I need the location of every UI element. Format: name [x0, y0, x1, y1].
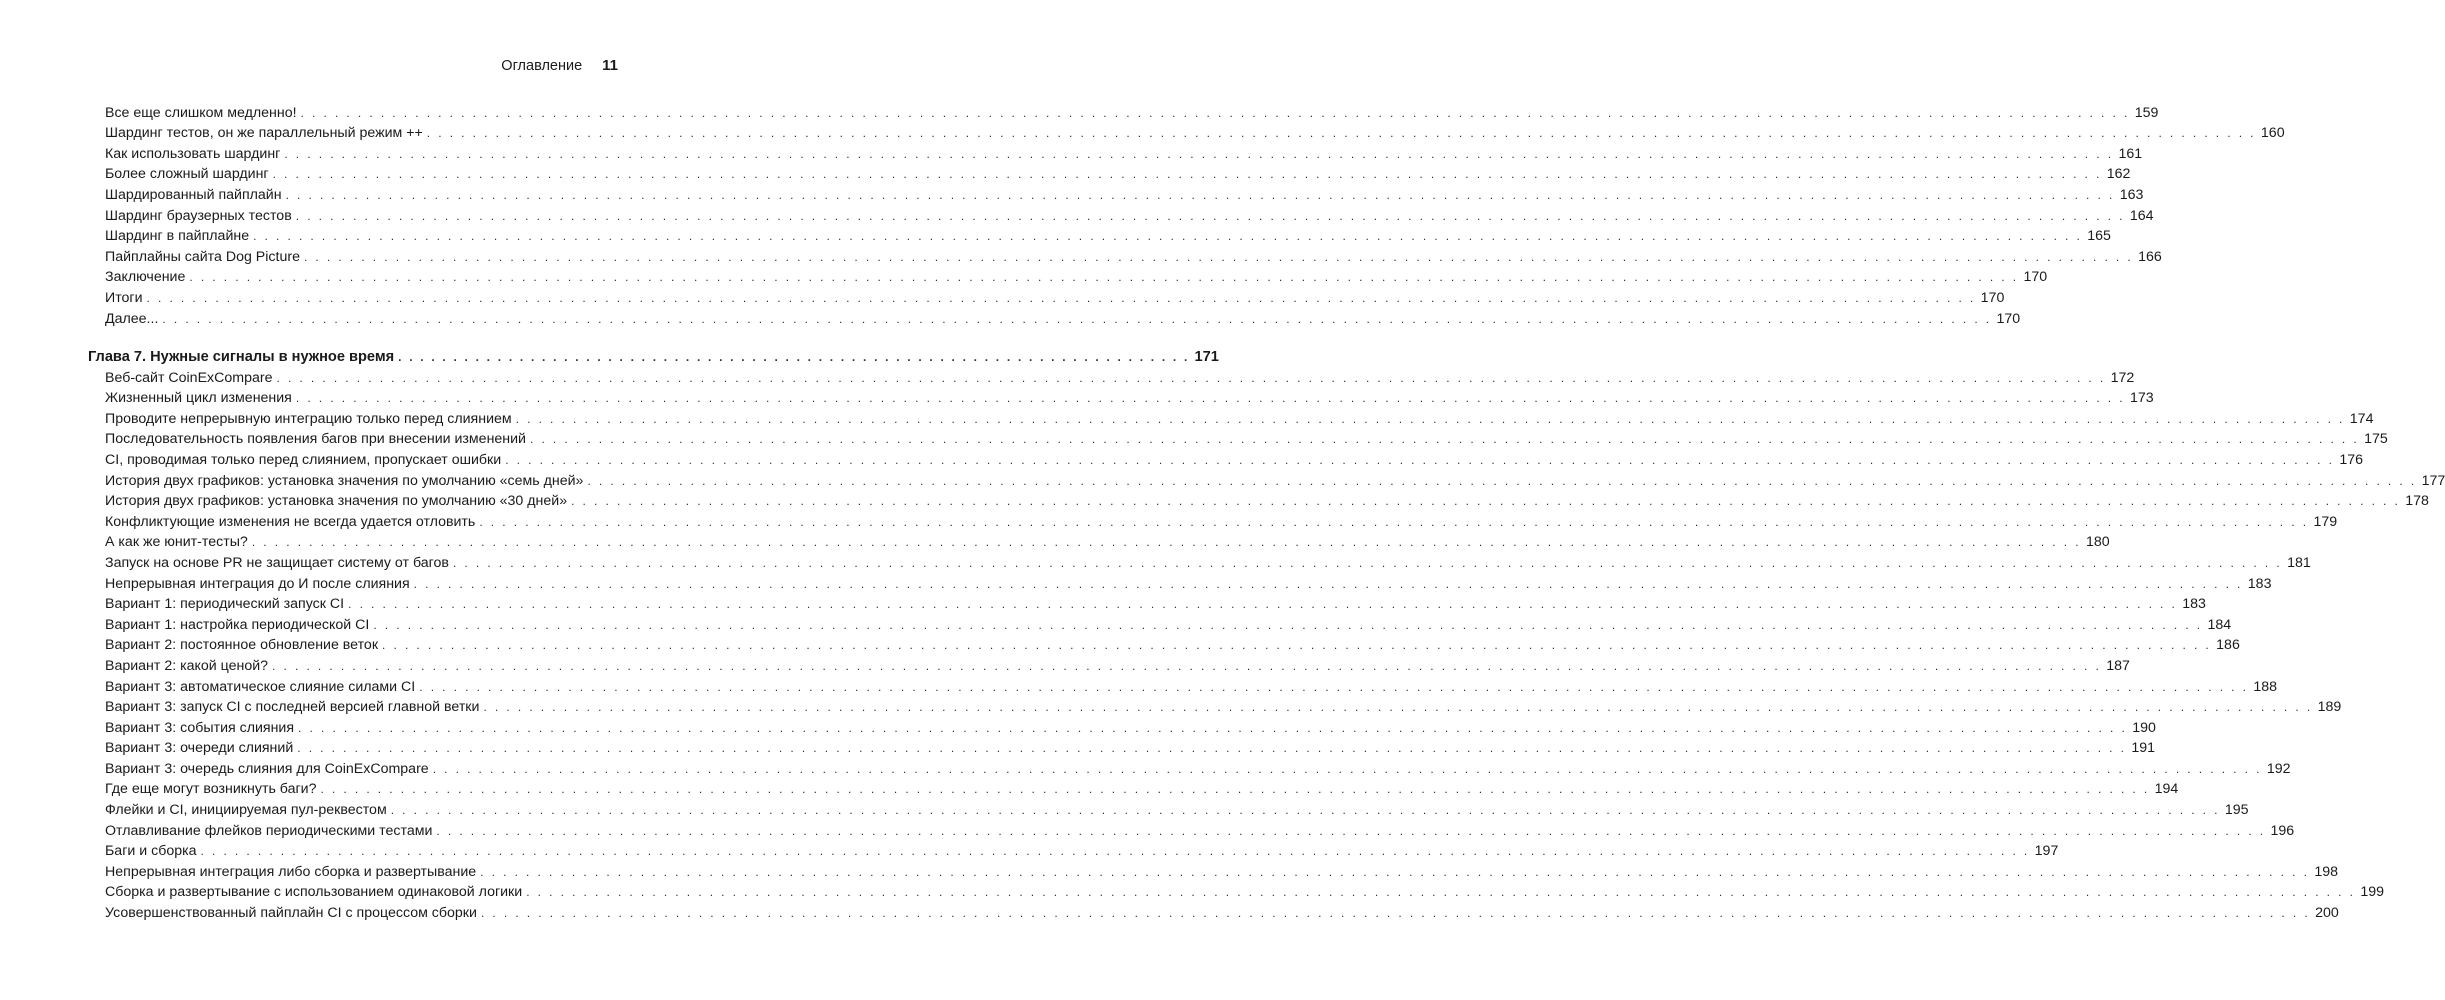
dot-leader: . . . . . . . . . . . . . . . . . . . . . . . . . . . . . . . . . . . . . . . . . . . . . . . . . . . . . . . . . . . . . . . . . . . . . . . . . . . . . . . . . . . . . . . . . . . . . . . . . . . . . . . . . . . . . . . . . . . . . . . . . . . . . . . . . . . . . . . . . . . . . . . . . . . . . . . . . . . . . . . .	[413, 576, 2243, 591]
toc-entry-title: Баги и сборка	[105, 843, 197, 860]
dot-leader: . . . . . . . . . . . . . . . . . . . . . . . . . . . . . . . . . . . . . . . . . . . . . . . . . . . . . . . . . . . . . . . . . . . . . . . . . . . . . . . . . . . . . . . . . . . . . . . . . . . . . . . . . . . . . . . . . . . . . . . . . . . . . . . . . . . . . . . . . . . . . . . . . . . . . . . . . . . . . . . .	[373, 617, 2203, 632]
toc-entry[interactable]	[88, 285, 2005, 306]
toc-entry-title: Шардинг тестов, он же параллельный режим ++	[105, 125, 423, 142]
toc-entry-page: 199	[2360, 884, 2385, 901]
toc-entry-page: 198	[2314, 863, 2338, 880]
dot-leader: . . . . . . . . . . . . . . . . . . . . . . . . . . . . . . . . . . . . . . . . . . . . . . . . . . . . . . . . . . . . . . . . . . . . . . . . . . . . . . . . . . . . . . . . . . . . . . . . . . . . . . . . . . . . . . . . . . . . . . . . . . . . . . . . . . . . . . . . . . . . . . . . . . . . . . . . . . . . . . . .	[436, 823, 2266, 838]
toc-entry-title: Вариант 3: запуск CI с последней версией главной ветки	[105, 699, 480, 716]
toc-entry-page: 178	[2405, 493, 2429, 510]
toc-entry[interactable]	[88, 571, 2272, 592]
toc-entry-page: 170	[1980, 289, 2005, 306]
toc-entry-page: 170	[2023, 269, 2048, 286]
toc-entry-page: 183	[2247, 575, 2272, 592]
toc-entry-title: Флейки и CI, инициируемая пул-реквестом	[105, 802, 387, 819]
toc-entry[interactable]	[88, 530, 2110, 551]
dot-leader: . . . . . . . . . . . . . . . . . . . . . . . . . . . . . . . . . . . . . . . . . . . . . . . . . . . . . . . . . . . . . . . . . . . . . . . . . . . . . . . . . . . . . . . . . . . . . . . . . . . . . . . . . . . . . . . . . . . . . . . . . . . . . . . . . . . . . . . . . . . . . . . . . . . . . . . . . . . . . . . .	[382, 638, 2212, 653]
toc-entry-title: Вариант 3: очередь слияния для CoinExCompare	[105, 760, 429, 777]
dot-leader: . . . . . . . . . . . . . . . . . . . . . . . . . . . . . . . . . . . . . . . . . . . . . . . . . . . . . . . . . . . . . . . . . . . . . . . . . . . . . . . . . . . . . . . . . . . . . . . . . . . . . . . . . . . . . . . . . . . . . . . . . . . . . . . . . . . . . . . . . . . . . . . . . . . . . . . . . . . . . . . .	[480, 864, 2310, 879]
dot-leader: . . . . . . . . . . . . . . . . . . . . . . . . . . . . . . . . . . . . . . . . . . . . . . . . . . . . . . . . . . . . . . . . . . . . . . . . . . . . . . . . . . . . . . . . . . . . . . . . . . . . . . . . . . . . . . . . . . . . . . . . . . . . . . . . . . . . . . . . . . . . . . . . . . . . . . . . . . . . . . . .	[276, 370, 2106, 385]
toc-entry-title: Все еще слишком медленно!	[105, 104, 297, 121]
toc-entry[interactable]	[88, 224, 2111, 245]
dot-leader: . . . . . . . . . . . . . . . . . . . . . . . . . . . . . . . . . . . . . . . . . . . . . . . . . . . . . . . . . . . . . . . . . . . . . . . . . . . . . . . . . . . . . . . . . . . . . . . . . . . . . . . . . . . . . . . . . . . . . . . . . . . . . . . . . . . . . . . . . . . . . . . . . . . . . . . . . . . . . . . .	[253, 229, 2083, 244]
toc-entry-title: Веб-сайт CoinExCompare	[105, 369, 273, 386]
toc-entry[interactable]	[88, 818, 2295, 839]
toc-entry-title: История двух графиков: установка значения по умолчанию «семь дней»	[105, 472, 584, 489]
toc-entry-title: Пайплайны сайта Dog Picture	[105, 248, 300, 265]
dot-leader: . . . . . . . . . . . . . . . . . . . . . . . . . . . . . . . . . . . . . . . . . . . . . . . . . . . . . . . . . . . . . . . . . . . . . . . . . . . . . . . . . . . . . . . . . . . . . . . . . . . . . . . . . . . . . . . . . . . . . . . . . . . . . . . . . . . . . . . . . . . . . . . . . . . . . . . . . . . . . . . .	[515, 411, 2345, 426]
toc-entry-page: 186	[2216, 637, 2240, 654]
toc-entry-page: 163	[2119, 186, 2144, 203]
toc-entry-title: Вариант 3: очереди слияний	[105, 740, 294, 757]
dot-leader: . . . . . . . . . . . . . . . . . . . . . . . . . . . . . . . . . . . . . . . . . . . . . . . . . . . . . . . . . . . . . . . . . . . . . . . . . . . . . . . . . . . . . . . . . . . . . . . . . . . . . . . . . . . . . . . . . . . . . . . . . . . . . . . . . . . . . . . . . . . . . . . . . . . . . . . . . . . . . . . .	[162, 311, 1992, 326]
toc-entry[interactable]	[88, 427, 2388, 448]
toc-entry-page: 173	[2130, 390, 2154, 407]
toc-entry-page: 189	[2317, 699, 2342, 716]
toc-entry-page: 181	[2287, 554, 2311, 571]
dot-leader: . . . . . . . . . . . . . . . . . . . . . . . . . . . . . . . . . . . . . . . . . . . . . . . . . . . . . . . . . . . . . . . . . . . . . . . . . . . . . . . . . . . . . . . . . . . . . . . . . . . . . . . . . . . . . . . . . . . . . . . . . . . . . . . . . . . . . . . . . . . . . . . . . . . . . . . . . . . . . . . .	[272, 658, 2102, 673]
toc-entry[interactable]	[88, 797, 2249, 819]
toc-entry-title: Вариант 1: настройка периодической CI	[105, 616, 370, 633]
toc-entry[interactable]	[88, 468, 2445, 489]
toc-entry-page: 190	[2132, 719, 2156, 736]
toc-entry-title: А как же юнит-тесты?	[105, 534, 248, 551]
running-head	[501, 57, 618, 79]
dot-leader: . . . . . . . . . . . . . . . . . . . . . . . . . . . . . . . . . . . . . . . . . . . . . . . . . . . . . . . . . . . . . . . . . . . . . . . . . . . . . . . . . . . . . . . . . . . . . . . . . . . . . . . . . . . . . . . . . . . . . . . . . . . . . . . . . . . . . . . . . . . . . . . . . . . . . . . . . . . . . . . .	[295, 208, 2125, 223]
toc-entry[interactable]	[88, 612, 2232, 633]
toc-entry[interactable]	[88, 121, 2285, 142]
toc-entry[interactable]	[88, 386, 2154, 407]
toc-entry-title: Вариант 2: какой ценой?	[105, 657, 269, 674]
toc-entry-title: Проводите непрерывную интеграцию только перед слиянием	[105, 410, 512, 427]
page-number: 11	[602, 57, 618, 74]
toc-entry[interactable]	[88, 756, 2291, 777]
toc-entry[interactable]	[88, 244, 2162, 265]
toc-entry[interactable]	[88, 715, 2156, 736]
toc-entry-page: 165	[2087, 228, 2111, 245]
dot-leader: . . . . . . . . . . . . . . . . . . . . . . . . . . . . . . . . . . . . . . . . . . . . . . . . . . . . . . . . . . . . . . . . . . . . . . . . . . . . . . . . . . . . . . . . . . . . . . . . . . . . . . . . . . . . . . . . . . . . . . . . . . . . . . . . . . . . . . . . . . . . . . . . . . . . . . . . . . . . . . . .	[295, 391, 2126, 406]
dot-leader: . . . . . . . . . . . . . . . . . . . . . . . . . . . . . . . . . . . . . . . . . . . . . . . . . . . . . . . . . . . . . . . . . . . . . . . . . . . . . . . . . . . . . . . . . . . . . . . . . . . . . . . . . . . . . . . . . . . . . . . . . . . . . . . . . . . . . . . . . . . . . . . . . . . . . . . . . . . . . . . .	[390, 803, 2220, 818]
toc-entry-page: 191	[2131, 740, 2156, 757]
dot-leader: . . . . . . . . . . . . . . . . . . . . . . . . . . . . . . . . . . . . . . . . . . . . . . . . . . . . . . . . . . . . . . . . . . . . . . . . . . . . . . . . . . . . . . . . . . . . . . . . . . . . . . . . . . . . . . . . . . . . . . . . . . . . . . . . . . . . . . . . . . . . . . . . . . . . . . . . . . . . . . . .	[505, 452, 2335, 467]
toc-entry-page: 175	[2364, 431, 2388, 448]
toc-entry-page: 192	[2266, 760, 2291, 777]
toc-entry-page: 180	[2085, 534, 2110, 551]
dot-leader: . . . . . . . . . . . . . . . . . . . . . . . . . . . . . . . . . . . . . . . . . . . . . . . . . . . . . . . . . . . . . . . . . . . . . . . . . . . . . . . . . . . . . . . . . . . . . . . . . . . . . . . . . . . . . . . . . . . . . . . . . . . . . . . . . . . . . . . . . . . . . . . . . . . . . . . . . . . . . . . .	[251, 535, 2081, 550]
toc-continued-list	[88, 100, 2285, 327]
toc-entry[interactable]	[88, 839, 2059, 860]
toc-entry-title: Запуск на основе PR не защищает систему от багов	[105, 554, 449, 571]
toc-entry-page: 177	[2421, 472, 2445, 489]
toc-entry[interactable]	[88, 859, 2338, 880]
toc-entry-title: Вариант 2: постоянное обновление веток	[105, 637, 379, 654]
dot-leader: . . . . . . . . . . . . . . . . . . . . . . . . . . . . . . . . . . . . . . . . . . . . . . . . . . . . . . . . . . . . . . . . . . . . . . . . . . . . . . . . . . . . . . . . . . . . . . . . . . . . . . . . . . . . . . . . . . . . . . . . . . . . . . . . . . . . . . . . . . . . . . . . . . . . . . . . . . . . . . . .	[419, 679, 2249, 694]
dot-leader: . . . . . . . . . . . . . . . . . . . . . . . . . . . . . . . . . . . . . . . . . . . . . . . . . . . . . . . . . . . . . . . . . . . . . . . . . . . . . . . . . . . . . . . . . . . . . . . . . . . . . . . . . . . . . . . . . . . . . . . . . . . . . . . . . . . . . . . . . . . . . . . . . . . . . . . . . . . . . . . .	[526, 885, 2356, 900]
toc-entry-page: 162	[2106, 166, 2131, 183]
toc-entry-title: Более сложный шардинг	[105, 166, 269, 183]
toc-entry-title: Непрерывная интеграция до И после слияния	[105, 575, 410, 592]
dot-leader: . . . . . . . . . . . . . . . . . . . . . . . . . . . . . . . . . . . . . . . . . . . . . . . . . . . . . . . . . . . . . . . . . . . . . . . . . . . . . . . . . . . . . . . . . . . . . . . . . . . . . . . . . . . . . . . . . . . . . . . . . . . . . . . . . . . . . . . . . . . . . . . . . . . . . . . . . . . . . . . .	[303, 249, 2134, 264]
section-title: Оглавление	[501, 58, 583, 74]
chapter-7-entries-list	[88, 365, 2445, 922]
dot-leader: . . . . . . . . . . . . . . . . . . . . . . . . . . . . . . . . . . . . . . . . . . . . . . . . . . . . . . . . . . . . . . . . . . . . . . . . . . . . . . . . . . . . . . . . . . . . . . . . . . . . . . . . . . . . . . . . . . . . . . . . . . . . . . . . . . . . . . . . . . . . . . . . . . . . . . . . . . . . . . . .	[146, 290, 1976, 305]
toc-entry-title: Сборка и развертывание с использованием одинаковой логики	[105, 884, 523, 901]
toc-entry[interactable]	[88, 653, 2130, 674]
toc-entry[interactable]	[88, 489, 2429, 510]
toc-entry-title: Отлавливание флейков периодическими тестами	[105, 822, 433, 839]
toc-entry[interactable]	[88, 182, 2144, 203]
toc-entry-page: 174	[2349, 410, 2374, 427]
toc-entry-page: 194	[2154, 781, 2179, 798]
toc-entry-title: Вариант 3: автоматическое слияние силами CI	[105, 678, 416, 695]
toc-entry-page: 172	[2110, 369, 2135, 386]
dot-leader: . . . . . . . . . . . . . . . . . . . . . . . . . . . . . . . . . . . . . . . . . . . . . . . . . . . . . . . . . . . . . . . . . . . . . . . . . . . . . . . . . . . . . . . . . . . . . . . . . . . . . . . . . . . . . . . . . . . . . . . . . . . . . . . . . . . . . . . . . . . . . . . . . . . . . . . . . . . . . . . .	[452, 555, 2283, 570]
toc-entry[interactable]	[88, 447, 2363, 468]
dot-leader: . . . . . . . . . . . . . . . . . . . . . . . . . . . . . . . . . . . . . . . . . . . . . . . . . . . . . . . . . . . . . . . . . . . . . . . . . . . . . . . . . . . . . . . . . . . . . . . . . . . . . . . . . . . . . . . . . . . . . . . . . . . . . . . . . . . . . . . . . . . . . . . . . . . . . . . . . . . . . . . .	[200, 844, 2030, 859]
toc-entry-page: 183	[2182, 596, 2206, 613]
dot-leader: . . . . . . . . . . . . . . . . . . . . . . . . . . . . . . . . . . . . . . . . . . . . . . . . . . . . . . . . . . . . . . . . . . . . . . . . . . . . . . . . . . . . . . . . . . . . . . . . . . . . . . . . . . . . . . . . . . . . . . . . . . . . . . . . . . . . . . . . . . . . . . . . . . . . . . . . . . . . . . . .	[426, 126, 2256, 141]
toc-entry-title: Далее...	[105, 310, 159, 327]
dot-leader: . . . . . . . . . . . . . . . . . . . . . . . . . . . . . . . . . . . . . . . . . . . . . . . . . . . . . . . . . . . . . . . . . . . . . . . . . . . . . . . . . . . . . . . . . . . . . . . . . . . . . . . . . . . . . . . . . . . . . . . . . . . . . . . . . . . . . . . . . . . . . . . . . . . . . . . . . . . . . . . .	[483, 700, 2313, 715]
dot-leader: . . . . . . . . . . . . . . . . . . . . . . . . . . . . . . . . . . . . . . . . . . . . . . . . . . . . . . . . . . . . . . . . . . . . . . . . . . . . . . . . . . . . . . . . . . . . . . . . . . . . . . . . . . . . . . . . . . . . . . . . . . . . . . . . . . . . . . . . . . . . . . . . . . . . . . . . . . . . . . . .	[320, 782, 2150, 797]
toc-entry-page: 170	[1996, 310, 2021, 327]
toc-entry-title: Где еще могут возникнуть баги?	[105, 781, 317, 798]
toc-entry-title: Вариант 3: события слияния	[105, 719, 295, 736]
toc-entry-title: Шардированный пайплайн	[105, 186, 282, 203]
toc-entry-page: 179	[2313, 513, 2338, 530]
toc-entry-page: 176	[2339, 451, 2363, 468]
toc-entry-title: Усовершенствованный пайплайн CI с процессом сборки	[105, 905, 477, 922]
toc-entry-title: Жизненный цикл изменения	[105, 390, 292, 407]
dot-leader: . . . . . . . . . . . . . . . . . . . . . . . . . . . . . . . . . . . . . . . . . . . . . . . . . . . . . . . . . . . . . . . . . . . . . . . . . . . . . . . . . . . . . . . . . . . . . . . . . . . . . . . . . . . . . . . . . . . . . . . . . . . . . . . . . . . . . . . . . . . . . . . . . . . . . . . . . . . . . . . .	[479, 514, 2309, 529]
toc-entry[interactable]	[88, 100, 2159, 121]
chapter-heading[interactable]	[88, 343, 1219, 365]
dot-leader: . . . . . . . . . . . . . . . . . . . . . . . . . . . . . . . . . . . . . . . . . . . . . . . . . . . . . . . . . . . . . . . . . . . . . . . . . . . . . . . . . . . . . . . . . . . . . . . . . . . . . . . . . . . . . . . . . . . . . . . . . . . . . . . . . . . . . . . . . . . . . . . . . . . . . . . . . . . . . . . .	[432, 761, 2262, 776]
toc-entry[interactable]	[88, 306, 2021, 327]
dot-leader: . . . . . . . . . . . . . . . . . . . . . . . . . . . . . . . . . . . . . . . . . . . . . . . . . . . . . . . . . . . . . . . . . . . . . . . . . . . . . . . . . . . . . . . . . . . . . . . . . . . . . . . . . . . . . . . . . . . . . . . . . . . . . . . . . . . . . . . . . . . . . . . . . . . . . . . . . . . . . . . .	[189, 270, 2019, 285]
toc-entry[interactable]	[88, 550, 2311, 571]
chapter-page-number: 171	[1194, 349, 1219, 365]
toc-entry-page: 196	[2270, 822, 2295, 839]
dot-leader: . . . . . . . . . . . . . . . . . . . . . . . . . . . . . . . . . . . . . . . . . . . . . . . . . . . . . . . . . . . . . . . . . . . . . . . . . . . . . . . . . . . . . . . . . . . . . . . . . . . . . . . . . . . . . . . . . . . . . . . . . . . . . . . . . . . . . . . . . . . . . . . . . . . . . . . . . . . . . . . .	[587, 473, 2417, 488]
chapter-7-heading-row	[88, 343, 1219, 365]
chapter-title: Глава 7. Нужные сигналы в нужное время	[88, 349, 395, 365]
toc-entry-page: 160	[2260, 125, 2285, 142]
toc-entry[interactable]	[88, 900, 2339, 922]
toc-entry-page: 159	[2134, 104, 2159, 121]
toc-entry-title: История двух графиков: установка значения по умолчанию «30 дней»	[105, 493, 568, 510]
toc-entry[interactable]	[88, 880, 2385, 901]
dot-leader: . . . . . . . . . . . . . . . . . . . . . . . . . . . . . . . . . . . . . . . . . . . . . . . . . . . . . . . . . . . . . . . . . . . . . . . . . . . . . . . . . . . . . . . . . . . . . . . . . . . . . . . . . . . . . . . . . . . . . . . . . . . . . . . . . . . . . . . . . . . . . . . . . . . . . . . . . . . . . . . .	[298, 720, 2128, 735]
toc-entry-title: Вариант 1: периодический запуск CI	[105, 596, 345, 613]
dot-leader: . . . . . . . . . . . . . . . . . . . . . . . . . . . . . . . . . . . . . . . . . . . . . . . . . . . . . . . . . . . . . . . . . . . . . . . . . . . . . . . . . . . . . . . . . . . . . . . . . . . . . . . . . . . . . . . . . . . . . . . . . . . . . . . . . . . . . . . . . . . . . . . . . . . . . . . . . . . . . . . .	[529, 432, 2360, 447]
toc-entry-title: Итоги	[105, 289, 143, 306]
toc-entry-page: 166	[2138, 248, 2162, 265]
dot-leader: . . . . . . . . . . . . . . . . . . . . . . . . . . . . . . . . . . . . . . . . . . . . . . . . . . . . . . . . . . . . . . . . . . . . . . . .	[398, 350, 1190, 364]
toc-entry-page: 164	[2129, 207, 2154, 224]
dot-leader: . . . . . . . . . . . . . . . . . . . . . . . . . . . . . . . . . . . . . . . . . . . . . . . . . . . . . . . . . . . . . . . . . . . . . . . . . . . . . . . . . . . . . . . . . . . . . . . . . . . . . . . . . . . . . . . . . . . . . . . . . . . . . . . . . . . . . . . . . . . . . . . . . . . . . . . . . . . . . . . .	[272, 167, 2102, 182]
toc-entry-page: 200	[2315, 905, 2339, 922]
toc-entry-page: 184	[2207, 616, 2232, 633]
toc-entry-title: Шардинг браузерных тестов	[105, 207, 292, 224]
dot-leader: . . . . . . . . . . . . . . . . . . . . . . . . . . . . . . . . . . . . . . . . . . . . . . . . . . . . . . . . . . . . . . . . . . . . . . . . . . . . . . . . . . . . . . . . . . . . . . . . . . . . . . . . . . . . . . . . . . . . . . . . . . . . . . . . . . . . . . . . . . . . . . . . . . . . . . . . . . . . . . . .	[284, 146, 2114, 161]
toc-entry[interactable]	[88, 736, 2156, 757]
toc-entry-title: Непрерывная интеграция либо сборка и развертывание	[105, 863, 477, 880]
toc-entry[interactable]	[88, 265, 2048, 286]
toc-entry[interactable]	[88, 777, 2179, 798]
toc-entry[interactable]	[88, 162, 2131, 183]
dot-leader: . . . . . . . . . . . . . . . . . . . . . . . . . . . . . . . . . . . . . . . . . . . . . . . . . . . . . . . . . . . . . . . . . . . . . . . . . . . . . . . . . . . . . . . . . . . . . . . . . . . . . . . . . . . . . . . . . . . . . . . . . . . . . . . . . . . . . . . . . . . . . . . . . . . . . . . . . . . . . . . .	[300, 105, 2130, 120]
dot-leader: . . . . . . . . . . . . . . . . . . . . . . . . . . . . . . . . . . . . . . . . . . . . . . . . . . . . . . . . . . . . . . . . . . . . . . . . . . . . . . . . . . . . . . . . . . . . . . . . . . . . . . . . . . . . . . . . . . . . . . . . . . . . . . . . . . . . . . . . . . . . . . . . . . . . . . . . . . . . . . . .	[480, 906, 2311, 921]
toc-entry[interactable]	[88, 674, 2278, 695]
dot-leader: . . . . . . . . . . . . . . . . . . . . . . . . . . . . . . . . . . . . . . . . . . . . . . . . . . . . . . . . . . . . . . . . . . . . . . . . . . . . . . . . . . . . . . . . . . . . . . . . . . . . . . . . . . . . . . . . . . . . . . . . . . . . . . . . . . . . . . . . . . . . . . . . . . . . . . . . . . . . . . . .	[297, 741, 2127, 756]
dot-leader: . . . . . . . . . . . . . . . . . . . . . . . . . . . . . . . . . . . . . . . . . . . . . . . . . . . . . . . . . . . . . . . . . . . . . . . . . . . . . . . . . . . . . . . . . . . . . . . . . . . . . . . . . . . . . . . . . . . . . . . . . . . . . . . . . . . . . . . . . . . . . . . . . . . . . . . . . . . . . . . .	[571, 494, 2401, 509]
toc-entry-page: 197	[2034, 843, 2059, 860]
toc-entry-title: Шардинг в пайплайне	[105, 228, 250, 245]
toc-entry-title: Как использовать шардинг	[105, 145, 281, 162]
toc-entry-title: Последовательность появления багов при внесении изменений	[105, 431, 526, 448]
toc-entry-page: 161	[2118, 145, 2143, 162]
toc-entry[interactable]	[88, 365, 2135, 386]
toc-entry[interactable]	[88, 633, 2240, 654]
toc-entry[interactable]	[88, 141, 2143, 162]
toc-entry[interactable]	[88, 592, 2206, 613]
dot-leader: . . . . . . . . . . . . . . . . . . . . . . . . . . . . . . . . . . . . . . . . . . . . . . . . . . . . . . . . . . . . . . . . . . . . . . . . . . . . . . . . . . . . . . . . . . . . . . . . . . . . . . . . . . . . . . . . . . . . . . . . . . . . . . . . . . . . . . . . . . . . . . . . . . . . . . . . . . . . . . . .	[285, 187, 2115, 202]
toc-entry-page: 195	[2224, 802, 2249, 819]
toc-entry[interactable]	[88, 695, 2342, 716]
toc-entry-title: Заключение	[105, 269, 186, 286]
toc-entry-page: 188	[2253, 678, 2278, 695]
toc-entry[interactable]	[88, 509, 2338, 530]
toc-entry[interactable]	[88, 203, 2154, 224]
toc-entry[interactable]	[88, 406, 2374, 427]
dot-leader: . . . . . . . . . . . . . . . . . . . . . . . . . . . . . . . . . . . . . . . . . . . . . . . . . . . . . . . . . . . . . . . . . . . . . . . . . . . . . . . . . . . . . . . . . . . . . . . . . . . . . . . . . . . . . . . . . . . . . . . . . . . . . . . . . . . . . . . . . . . . . . . . . . . . . . . . . . . . . . . .	[348, 597, 2178, 612]
toc-entry-title: CI, проводимая только перед слиянием, пропускает ошибки	[105, 451, 502, 468]
toc-entry-page: 187	[2106, 657, 2130, 674]
toc-entry-title: Конфликтующие изменения не всегда удается отловить	[105, 513, 476, 530]
